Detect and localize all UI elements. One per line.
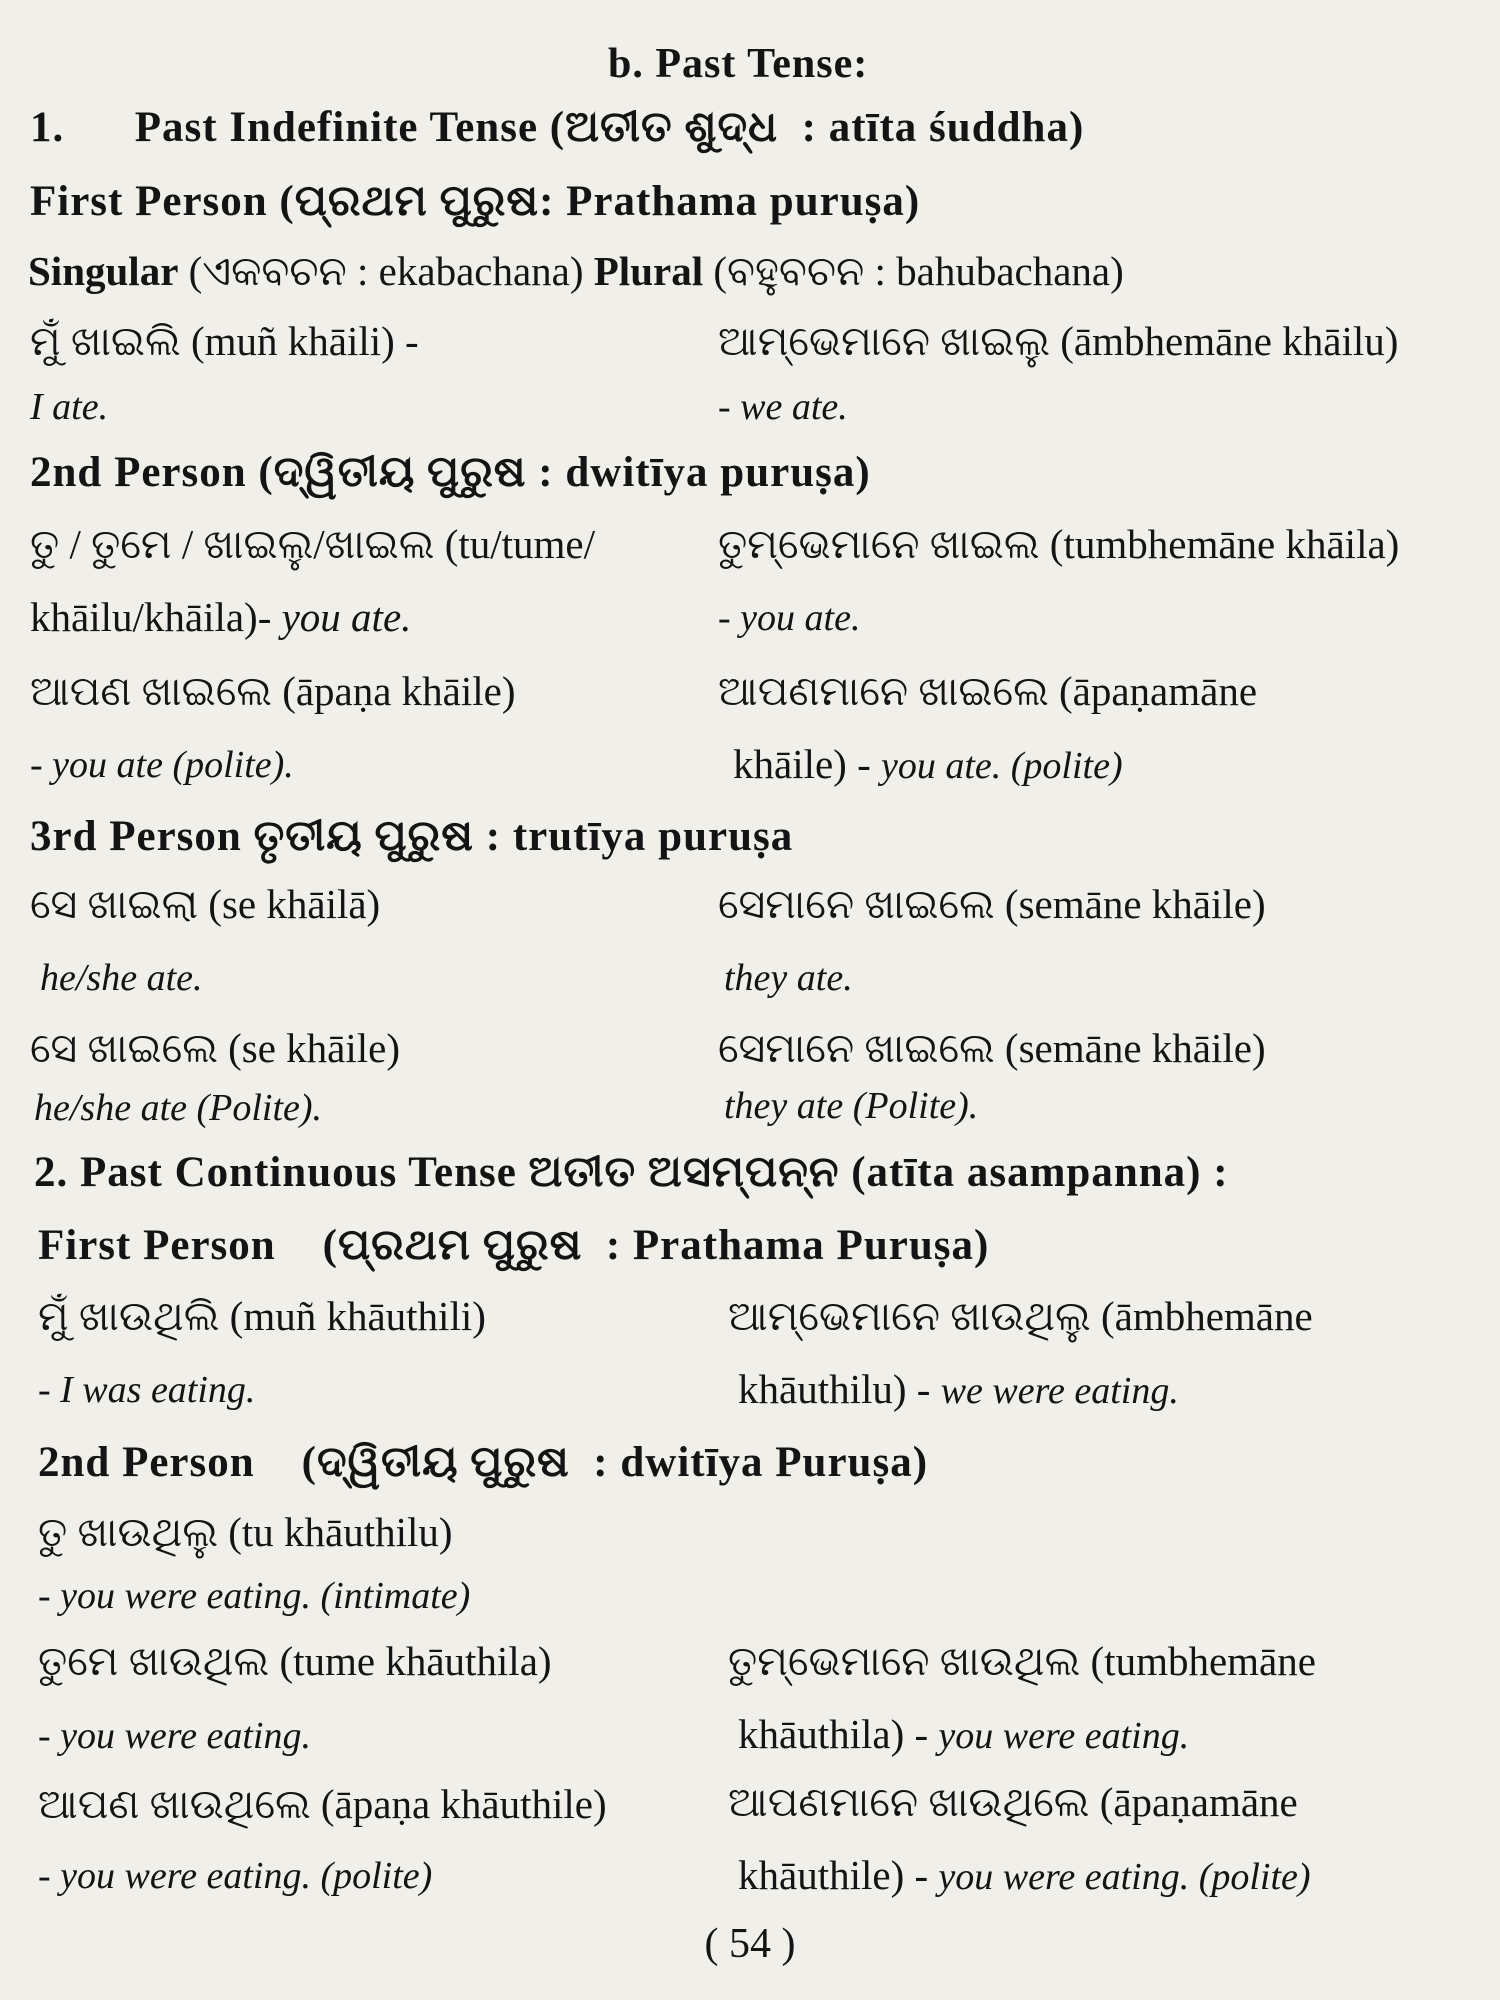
cont-first-pl-form-1: ଆମ୍ଭେମାନେ ଖାଉଥିଲୁ (āmbhemāne <box>728 1293 1313 1339</box>
second-sg-form-2-row <box>30 593 411 641</box>
first-pl-meaning: - we ate. <box>718 386 848 428</box>
cont-polite-pl-form-1: ଆପଣମାନେ ଖାଉଥିଲେ (āpaṇamāne <box>728 1779 1298 1825</box>
cont-second-pl-form-2: khāuthila) - <box>738 1711 929 1757</box>
cont-polite-sg-meaning: - you were eating. (polite) <box>38 1855 433 1897</box>
section-title: b. Past Tense: <box>608 41 869 87</box>
third-polite-pl-form: ସେମାନେ ଖାଇଲେ (semāne khāile) <box>718 1025 1266 1071</box>
cont-second-pl-row <box>738 1710 1189 1758</box>
cont-second-pl-form-1: ତୁମ୍ଭେମାନେ ଖାଉଥିଲ (tumbhemāne <box>728 1638 1316 1684</box>
cont-first-sg-meaning: - I was eating. <box>38 1369 256 1411</box>
first-pl-form: ଆମ୍ଭେମାନେ ଖାଇଲୁ (āmbhemāne khāilu) <box>718 318 1399 364</box>
third-polite-pl-meaning: they ate (Polite). <box>724 1085 979 1127</box>
second-polite-pl-form-1: ଆପଣମାନେ ଖାଇଲେ (āpaṇamāne <box>718 668 1258 714</box>
second-sg-meaning: you ate. <box>281 594 412 640</box>
cont-second-person-heading: 2nd Person (ଦ୍ୱିତୀୟ ପୁରୁଷ : dwitīya Puruṣa) <box>38 1439 929 1486</box>
second-polite-pl-row <box>733 740 1123 788</box>
third-sg-meaning: he/she ate. <box>40 957 203 999</box>
second-polite-pl-meaning: you ate. (polite) <box>880 745 1123 787</box>
first-sg-meaning: I ate. <box>30 386 109 428</box>
second-polite-sg-meaning: - you ate (polite). <box>30 744 294 786</box>
second-person-heading: 2nd Person (ଦ୍ୱିତୀୟ ପୁରୁଷ : dwitīya puruṣa) <box>30 449 871 496</box>
cont-intimate-meaning: - you were eating. (intimate) <box>38 1575 471 1617</box>
second-pl-meaning: - you ate. <box>718 597 861 639</box>
second-polite-sg-form: ଆପଣ ଖାଇଲେ (āpaṇa khāile) <box>30 668 516 714</box>
cont-second-sg-form: ତୁମେ ଖାଉଥିଲ (tume khāuthila) <box>38 1638 552 1684</box>
cont-first-pl-form-2: khāuthilu) - <box>738 1366 931 1412</box>
third-pl-meaning: they ate. <box>724 957 853 999</box>
cont-first-sg-form: ମୁଁ ଖାଉଥିଲି (muñ khāuthili) <box>38 1293 486 1339</box>
cont-intimate-form: ତୁ ଖାଉଥିଲୁ (tu khāuthilu) <box>38 1509 453 1555</box>
third-person-heading: 3rd Person ତୃତୀୟ ପୁରୁଷ : trutīya puruṣa <box>30 813 794 860</box>
singular-label: Singular <box>28 248 179 294</box>
second-polite-pl-form-2: khāile) - <box>733 741 871 787</box>
cont-polite-pl-row <box>738 1851 1311 1899</box>
plural-gloss: (ବହୁବଚନ : bahubachana) <box>713 248 1124 294</box>
second-sg-form-1: ତୁ / ତୁମେ / ଖାଇଲୁ/ଖାଇଲ (tu/tume/ <box>30 521 596 567</box>
singular-gloss: (ଏକବଚନ : ekabachana) <box>188 248 584 294</box>
number-labels-row <box>28 247 1124 296</box>
past-indefinite-heading: 1. Past Indefinite Tense (ଅତୀତ ଶୁଦ୍ଧ : atīta śuddha) <box>30 104 1085 151</box>
third-polite-sg-form: ସେ ଖାଇଲେ (se khāile) <box>30 1025 400 1071</box>
cont-polite-sg-form: ଆପଣ ଖାଉଥିଲେ (āpaṇa khāuthile) <box>38 1781 607 1827</box>
cont-polite-pl-form-2: khāuthile) - <box>738 1852 929 1898</box>
first-person-heading: First Person (ପ୍ରଥମ ପୁରୁଷ: Prathama puruṣa) <box>30 178 921 225</box>
cont-first-pl-row <box>738 1365 1179 1413</box>
cont-second-pl-meaning: you were eating. <box>938 1715 1190 1757</box>
page-number: ( 54 ) <box>704 1921 796 1967</box>
third-polite-sg-meaning: he/she ate (Polite). <box>34 1087 323 1129</box>
past-continuous-heading: 2. Past Continuous Tense ଅତୀତ ଅସମ୍ପନ୍ନ (atīta asampanna) : <box>34 1149 1229 1196</box>
plural-label: Plural <box>593 248 704 294</box>
cont-second-sg-meaning: - you were eating. <box>38 1715 311 1757</box>
third-sg-form: ସେ ଖାଇଲା (se khāilā) <box>30 881 381 927</box>
second-pl-form: ତୁମ୍ଭେମାନେ ଖାଇଲ (tumbhemāne khāila) <box>718 521 1400 567</box>
third-pl-form: ସେମାନେ ଖାଇଲେ (semāne khāile) <box>718 881 1266 927</box>
cont-first-person-heading: First Person (ପ୍ରଥମ ପୁରୁଷ : Prathama Puruṣa) <box>38 1222 990 1269</box>
first-sg-form: ମୁଁ ଖାଇଲି (muñ khāili) - <box>30 318 419 364</box>
cont-polite-pl-meaning: you were eating. (polite) <box>938 1856 1311 1898</box>
cont-first-pl-meaning: we were eating. <box>940 1370 1179 1412</box>
second-sg-form-2: khāilu/khāila)- <box>30 594 272 640</box>
